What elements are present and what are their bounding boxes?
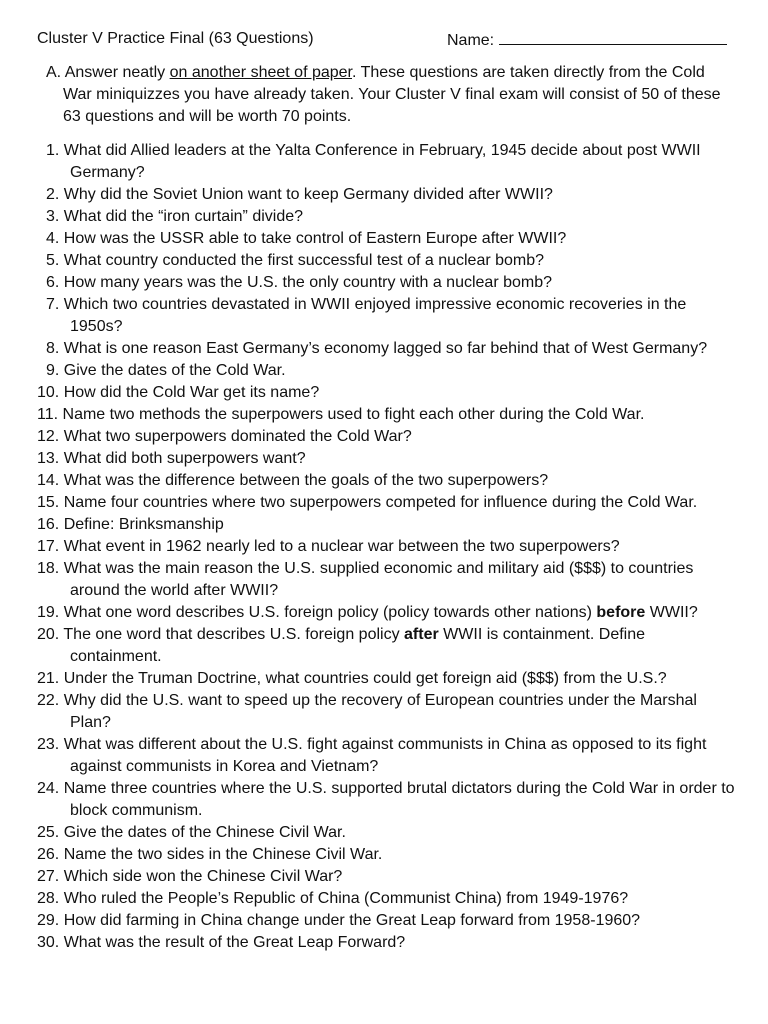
question-item [46,140,736,184]
question-number: 12. [37,428,60,445]
question-item [46,184,736,206]
question-item [37,734,736,778]
question-text: What did the “iron curtain” divide? [63,208,304,225]
question-item [46,206,736,228]
question-item [37,426,736,448]
question-text: Under the Truman Doctrine, what countries could get foreign aid ($$$) from the U.S.? [63,670,667,687]
question-text: What event in 1962 nearly led to a nuclear war between the two superpowers? [63,538,620,555]
question-item [37,910,736,932]
question-item [37,866,736,888]
question-item [46,338,736,360]
question-text: Who ruled the People’s Republic of China (Communist China) from 1949-1976? [63,890,629,907]
question-item [46,360,736,382]
question-item [37,448,736,470]
question-item [37,624,736,668]
question-number: 8. [46,340,60,357]
name-label: Name: [447,32,495,49]
question-text: Name three countries where the U.S. supported brutal dictators during the Cold War in order to block communism. [63,780,735,819]
question-item [37,470,736,492]
name-blank-line [499,30,727,45]
question-text-after: WWII? [645,604,698,621]
instructions [46,62,736,128]
question-number: 28. [37,890,60,907]
question-text: The one word that describes U.S. foreign policy [63,626,405,643]
question-text: What two superpowers dominated the Cold War? [63,428,412,445]
question-number: 30. [37,934,60,951]
question-number: 18. [37,560,60,577]
question-number: 5. [46,252,60,269]
question-number: 19. [37,604,60,621]
question-item [37,888,736,910]
instructions-underlined-text: on another sheet of paper [169,64,352,81]
question-text: Name the two sides in the Chinese Civil War. [63,846,383,863]
question-number: 13. [37,450,60,467]
question-number: 26. [37,846,60,863]
question-item [37,822,736,844]
instructions-text-after: . These questions are taken directly from the Cold War miniquizzes you have already taken. Your Cluster V final exam will consist of 50 of these 63 questions and will be worth 70 points. [63,64,721,125]
question-number: 29. [37,912,60,929]
question-item [37,844,736,866]
question-bold-word: before [596,604,646,621]
question-item [37,690,736,734]
question-number: 27. [37,868,60,885]
question-text: Name two methods the superpowers used to fight each other during the Cold War. [62,406,645,423]
question-text: Which side won the Chinese Civil War? [63,868,343,885]
question-text: Define: Brinksmanship [63,516,224,533]
question-number: 14. [37,472,60,489]
question-number: 17. [37,538,60,555]
question-item [37,558,736,602]
question-number: 7. [46,296,60,313]
question-number: 1. [46,142,60,159]
question-text: What is one reason East Germany’s economy lagged so far behind that of West Germany? [63,340,708,357]
question-text: What was the difference between the goals of the two superpowers? [63,472,549,489]
question-text: Give the dates of the Cold War. [63,362,286,379]
instructions-text-before: Answer neatly [64,64,170,81]
question-text: Why did the Soviet Union want to keep Germany divided after WWII? [63,186,553,203]
question-item [46,250,736,272]
question-number: 11. [37,406,59,423]
question-text: How many years was the U.S. the only country with a nuclear bomb? [63,274,553,291]
question-number: 24. [37,780,60,797]
page-title: Cluster V Practice Final (63 Questions) [37,30,314,47]
question-text: What one word describes U.S. foreign policy (policy towards other nations) [63,604,597,621]
question-bold-word: after [404,626,439,643]
instructions-marker: A. [46,64,62,81]
question-number: 2. [46,186,60,203]
question-item [37,382,736,404]
question-item [37,404,736,426]
question-number: 25. [37,824,60,841]
question-item [46,228,736,250]
question-text: What did Allied leaders at the Yalta Conference in February, 1945 decide about post WWII Germany? [63,142,701,181]
question-item [37,514,736,536]
question-item [37,602,736,624]
question-number: 21. [37,670,60,687]
question-number: 10. [37,384,60,401]
question-text: What country conducted the first successful test of a nuclear bomb? [63,252,545,269]
question-text-after: WWII is containment. Define containment. [70,626,646,665]
question-item [37,536,736,558]
question-text: What was the result of the Great Leap Forward? [63,934,406,951]
question-text: What was different about the U.S. fight against communists in China as opposed to its fight against communists in Korea and Vietnam? [63,736,707,775]
question-text: How did farming in China change under the Great Leap forward from 1958-1960? [63,912,641,929]
question-list [37,140,736,954]
question-number: 22. [37,692,60,709]
name-field-block [447,30,727,50]
question-text: Name four countries where two superpowers competed for influence during the Cold War. [63,494,698,511]
question-item [46,294,736,338]
instructions-paragraph [46,62,736,128]
question-text: What was the main reason the U.S. supplied economic and military aid ($$$) to countries around the world after WWII? [63,560,694,599]
question-text: Why did the U.S. want to speed up the recovery of European countries under the Marshal Plan? [63,692,697,731]
question-text: Give the dates of the Chinese Civil War. [63,824,346,841]
question-item [37,778,736,822]
question-number: 6. [46,274,60,291]
question-item [37,668,736,690]
question-number: 20. [37,626,60,643]
page-header [37,30,737,52]
question-item [37,492,736,514]
question-item [46,272,736,294]
question-number: 9. [46,362,60,379]
question-item [37,932,736,954]
question-number: 23. [37,736,60,753]
question-number: 3. [46,208,60,225]
question-number: 16. [37,516,60,533]
question-text: What did both superpowers want? [63,450,306,467]
question-number: 15. [37,494,60,511]
question-text: Which two countries devastated in WWII enjoyed impressive economic recoveries in the 1950s? [63,296,687,335]
question-text: How did the Cold War get its name? [63,384,320,401]
question-text: How was the USSR able to take control of Eastern Europe after WWII? [63,230,567,247]
question-number: 4. [46,230,60,247]
